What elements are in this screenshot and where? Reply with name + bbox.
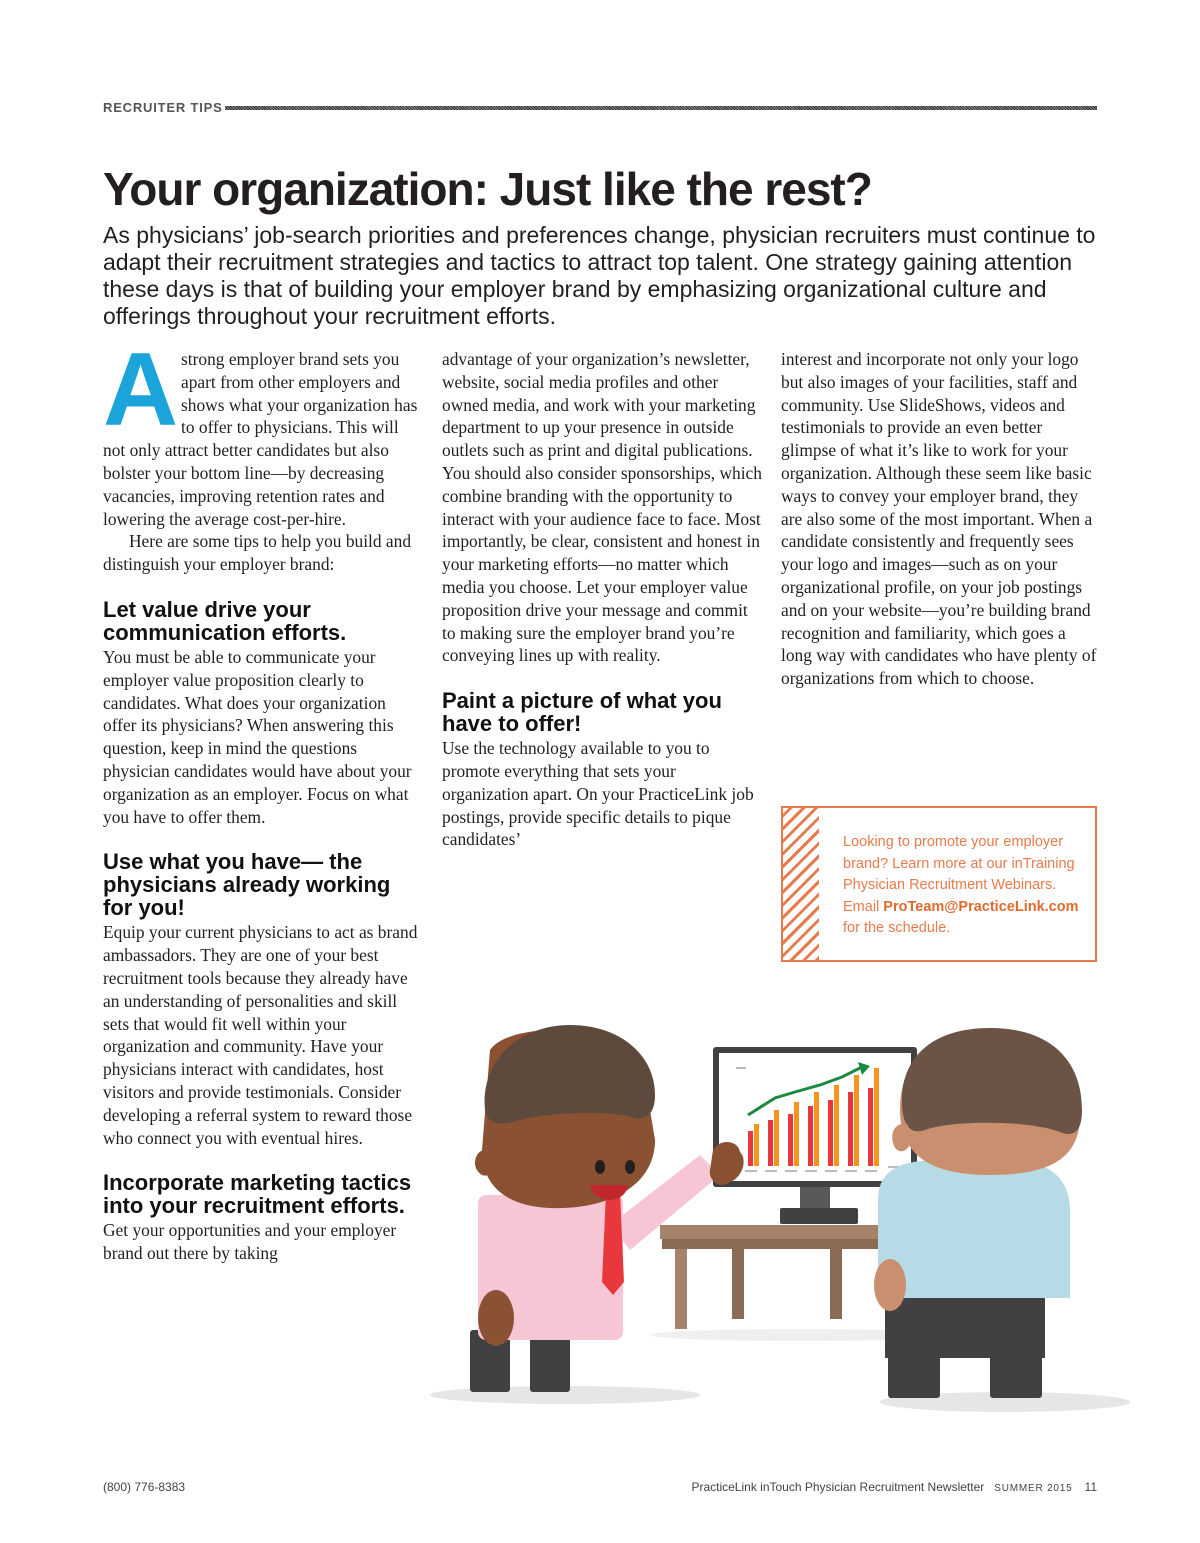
section-rule — [225, 106, 1097, 110]
promo-text — [843, 832, 1083, 940]
intro-paragraph-2: Here are some tips to help you build and distinguish your employer brand: — [103, 531, 412, 575]
footer-season: SUMMER 2015 — [994, 1483, 1073, 1494]
intro-text: strong employer brand sets you apart from other employers and shows what your organization has to offer to physicians. This will not only attract better candidates but also bolster your bottom line—by decreasing vacancies, improving retention rates and lowering the average cost-per-hire. — [103, 349, 418, 529]
promo-text-before: Looking to promote your employer brand? Learn more at our inTraining Physician Recruitment Webinars. Email — [843, 834, 1075, 915]
subhead-picture: Paint a picture of what you have to offer! — [442, 688, 722, 737]
paragraph-marketing-cont: advantage of your organization’s newsletter, website, social media profiles and other owned media, and work with your marketing department to up your presence in outside outlets such as print and digital publications. You should also consider sponsorships, which combine branding with the opportunity to interact with your audience face to face. Most importantly, be clear, consistent and honest in your marketing efforts—no matter which media you choose. Let your employer value proposition drive your message and commit to making sure the employer brand you’re conveying lines up with reality. — [442, 349, 762, 666]
promo-stripes — [783, 808, 819, 960]
paragraph-value: You must be able to communicate your employer value proposition clearly to candidates. What does your organization offer its physicians? When answering this question, keep in mind the questions physician candidates would have about your organization as an employer. Focus on what you have to offer them. — [103, 646, 412, 827]
column-3 — [781, 348, 1101, 690]
footer-publication — [691, 1480, 1097, 1494]
promo-box — [781, 806, 1097, 962]
dropcap: A — [103, 332, 179, 448]
promo-email-link[interactable]: ProTeam@PracticeLink.com — [883, 898, 1079, 915]
paragraph-physicians: Equip your current physicians to act as brand ambassadors. They are one of your best recruitment tools because they already have an understanding of personalities and skill sets that would fit well within your organization and community. Have your physicians interact with candidates, host visitors and provide testimonials. Consider developing a referral system to reward those who connect you with eventual hires. — [103, 922, 418, 1148]
viewer-character — [874, 1028, 1082, 1398]
paragraph-picture-cont: interest and incorporate not only your logo but also images of your facilities, staff and community. Use SlideShows, videos and testimonials to provide an even better glimpse of what it’s like to work for your organization. Although these seem like basic ways to convey your employer brand, they are also some of the most important. When a candidate consistently and frequently sees your logo and images—such as on your organizational profile, on your job postings and on your website—you’re building brand recognition and familiarity, which goes a long way with candidates who have plenty of organizations from which to choose. — [781, 349, 1097, 689]
section-label: RECRUITER TIPS — [103, 100, 223, 115]
column-2 — [442, 348, 762, 851]
article-title — [103, 162, 1103, 216]
subhead-marketing: Incorporate marketing tactics into your recruitment efforts. — [103, 1170, 412, 1219]
article-title-bold: Your organization: — [103, 163, 488, 215]
subhead-value: Let value drive your communication efforts. — [103, 596, 347, 645]
paragraph-marketing-start: Get your opportunities and your employer brand out there by taking — [103, 1220, 397, 1264]
footer-phone: (800) 776-8383 — [103, 1480, 186, 1494]
subhead-physicians: Use what you have— the physicians already working for you! — [103, 849, 391, 921]
footer-page-number: 11 — [1084, 1480, 1097, 1494]
article-title-light: Just like the rest? — [487, 163, 872, 215]
illustration — [430, 1020, 1130, 1440]
footer-publication-name: PracticeLink inTouch Physician Recruitment Newsletter — [691, 1480, 985, 1494]
promo-text-after: for the schedule. — [843, 920, 951, 937]
column-1 — [103, 332, 423, 1265]
intro-paragraph — [103, 332, 423, 530]
paragraph-picture-start: Use the technology available to you to promote everything that sets your organization apart. On your PracticeLink job postings, provide specific details to pique candidates’ — [442, 738, 754, 850]
article-deck: As physicians’ job-search priorities and preferences change, physician recruiters must continue to adapt their recruitment strategies and tactics to attract top talent. One strategy gaining attention these days is that of building your employer brand by emphasizing organizational culture and offerings throughout your recruitment efforts. — [103, 222, 1096, 329]
